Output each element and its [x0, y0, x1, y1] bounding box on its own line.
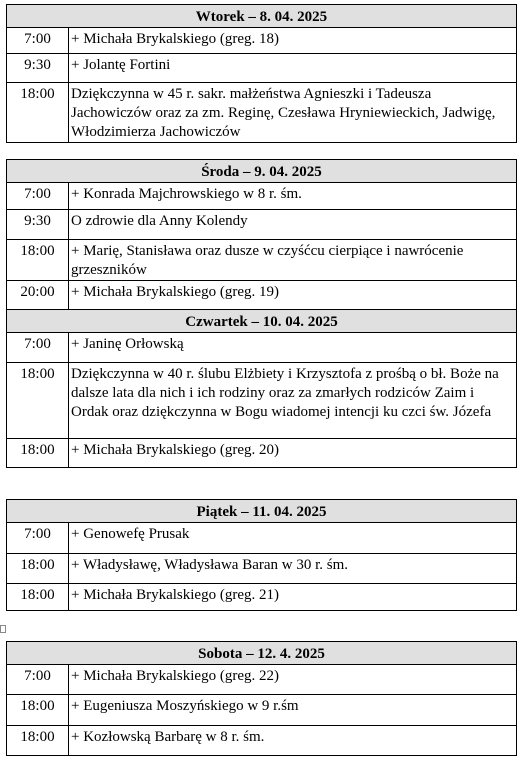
mass-time: 9:30: [7, 54, 69, 83]
day-header: Środa – 9. 04. 2025: [7, 160, 517, 183]
day-table-piatek: [6, 499, 517, 611]
mass-intention: + Michała Brykalskiego (greg. 19): [69, 281, 517, 310]
mass-intention: + Władysławę, Władysława Baran w 30 r. śm.: [69, 554, 517, 584]
mass-intention: O zdrowie dla Anny Kolendy: [69, 210, 517, 240]
mass-time: 7:00: [7, 183, 69, 210]
mass-intention: + Kozłowską Barbarę w 8 r. śm.: [69, 726, 517, 756]
mass-intention: Dziękczynna w 45 r. sakr. małżeństwa Agnieszki i Tadeusza Jachowiczów oraz za zm. Reginę, Czesława Hryniewieckich, Jadwigę, Włodzimierza Jachowiczów: [69, 83, 517, 143]
day-table-wtorek: [6, 4, 517, 143]
mass-time: 7:00: [7, 665, 69, 695]
day-table-sroda-czwartek: [6, 159, 517, 468]
mass-intention: + Marię, Stanisława oraz dusze w czyśćcu cierpiące i nawrócenie grzeszników: [69, 240, 517, 281]
mass-time: 18:00: [7, 695, 69, 726]
mass-intention: + Eugeniusza Moszyńskiego w 9 r.śm: [69, 695, 517, 726]
mass-time: 7:00: [7, 523, 69, 554]
mass-intention: + Michała Brykalskiego (greg. 22): [69, 665, 517, 695]
mass-intention: + Michała Brykalskiego (greg. 20): [69, 439, 517, 468]
mass-time: 18:00: [7, 83, 69, 143]
mass-time: 9:30: [7, 210, 69, 240]
mass-intention: + Jolantę Fortini: [69, 54, 517, 83]
mass-intention: + Genowefę Prusak: [69, 523, 517, 554]
mass-time: 18:00: [7, 240, 69, 281]
mass-intention: + Janinę Orłowską: [69, 333, 517, 363]
mass-time: 7:00: [7, 333, 69, 363]
day-table-sobota: [6, 641, 517, 756]
mass-time: 18:00: [7, 554, 69, 584]
day-header: Sobota – 12. 4. 2025: [7, 642, 517, 665]
day-header: Czwartek – 10. 04. 2025: [7, 310, 517, 333]
mass-time: 20:00: [7, 281, 69, 310]
mass-intention: + Michała Brykalskiego (greg. 21): [69, 584, 517, 611]
mass-time: 7:00: [7, 28, 69, 54]
mass-intention: + Michała Brykalskiego (greg. 18): [69, 28, 517, 54]
mass-intention: Dziękczynna w 40 r. ślubu Elżbiety i Krzysztofa z prośbą o bł. Boże na dalsze lata dla nich i ich rodziny oraz za zmarłych rodziców Zaim i Ordak oraz dziękczynna w Bogu wiadomej intencji ku czci św. Józefa: [69, 363, 517, 439]
day-header: Wtorek – 8. 04. 2025: [7, 5, 517, 28]
mass-time: 18:00: [7, 584, 69, 611]
day-header: Piątek – 11. 04. 2025: [7, 500, 517, 523]
mass-time: 18:00: [7, 726, 69, 756]
mass-intention: + Konrada Majchrowskiego w 8 r. śm.: [69, 183, 517, 210]
mass-time: 18:00: [7, 439, 69, 468]
table-move-handle[interactable]: [0, 625, 6, 633]
mass-time: 18:00: [7, 363, 69, 439]
